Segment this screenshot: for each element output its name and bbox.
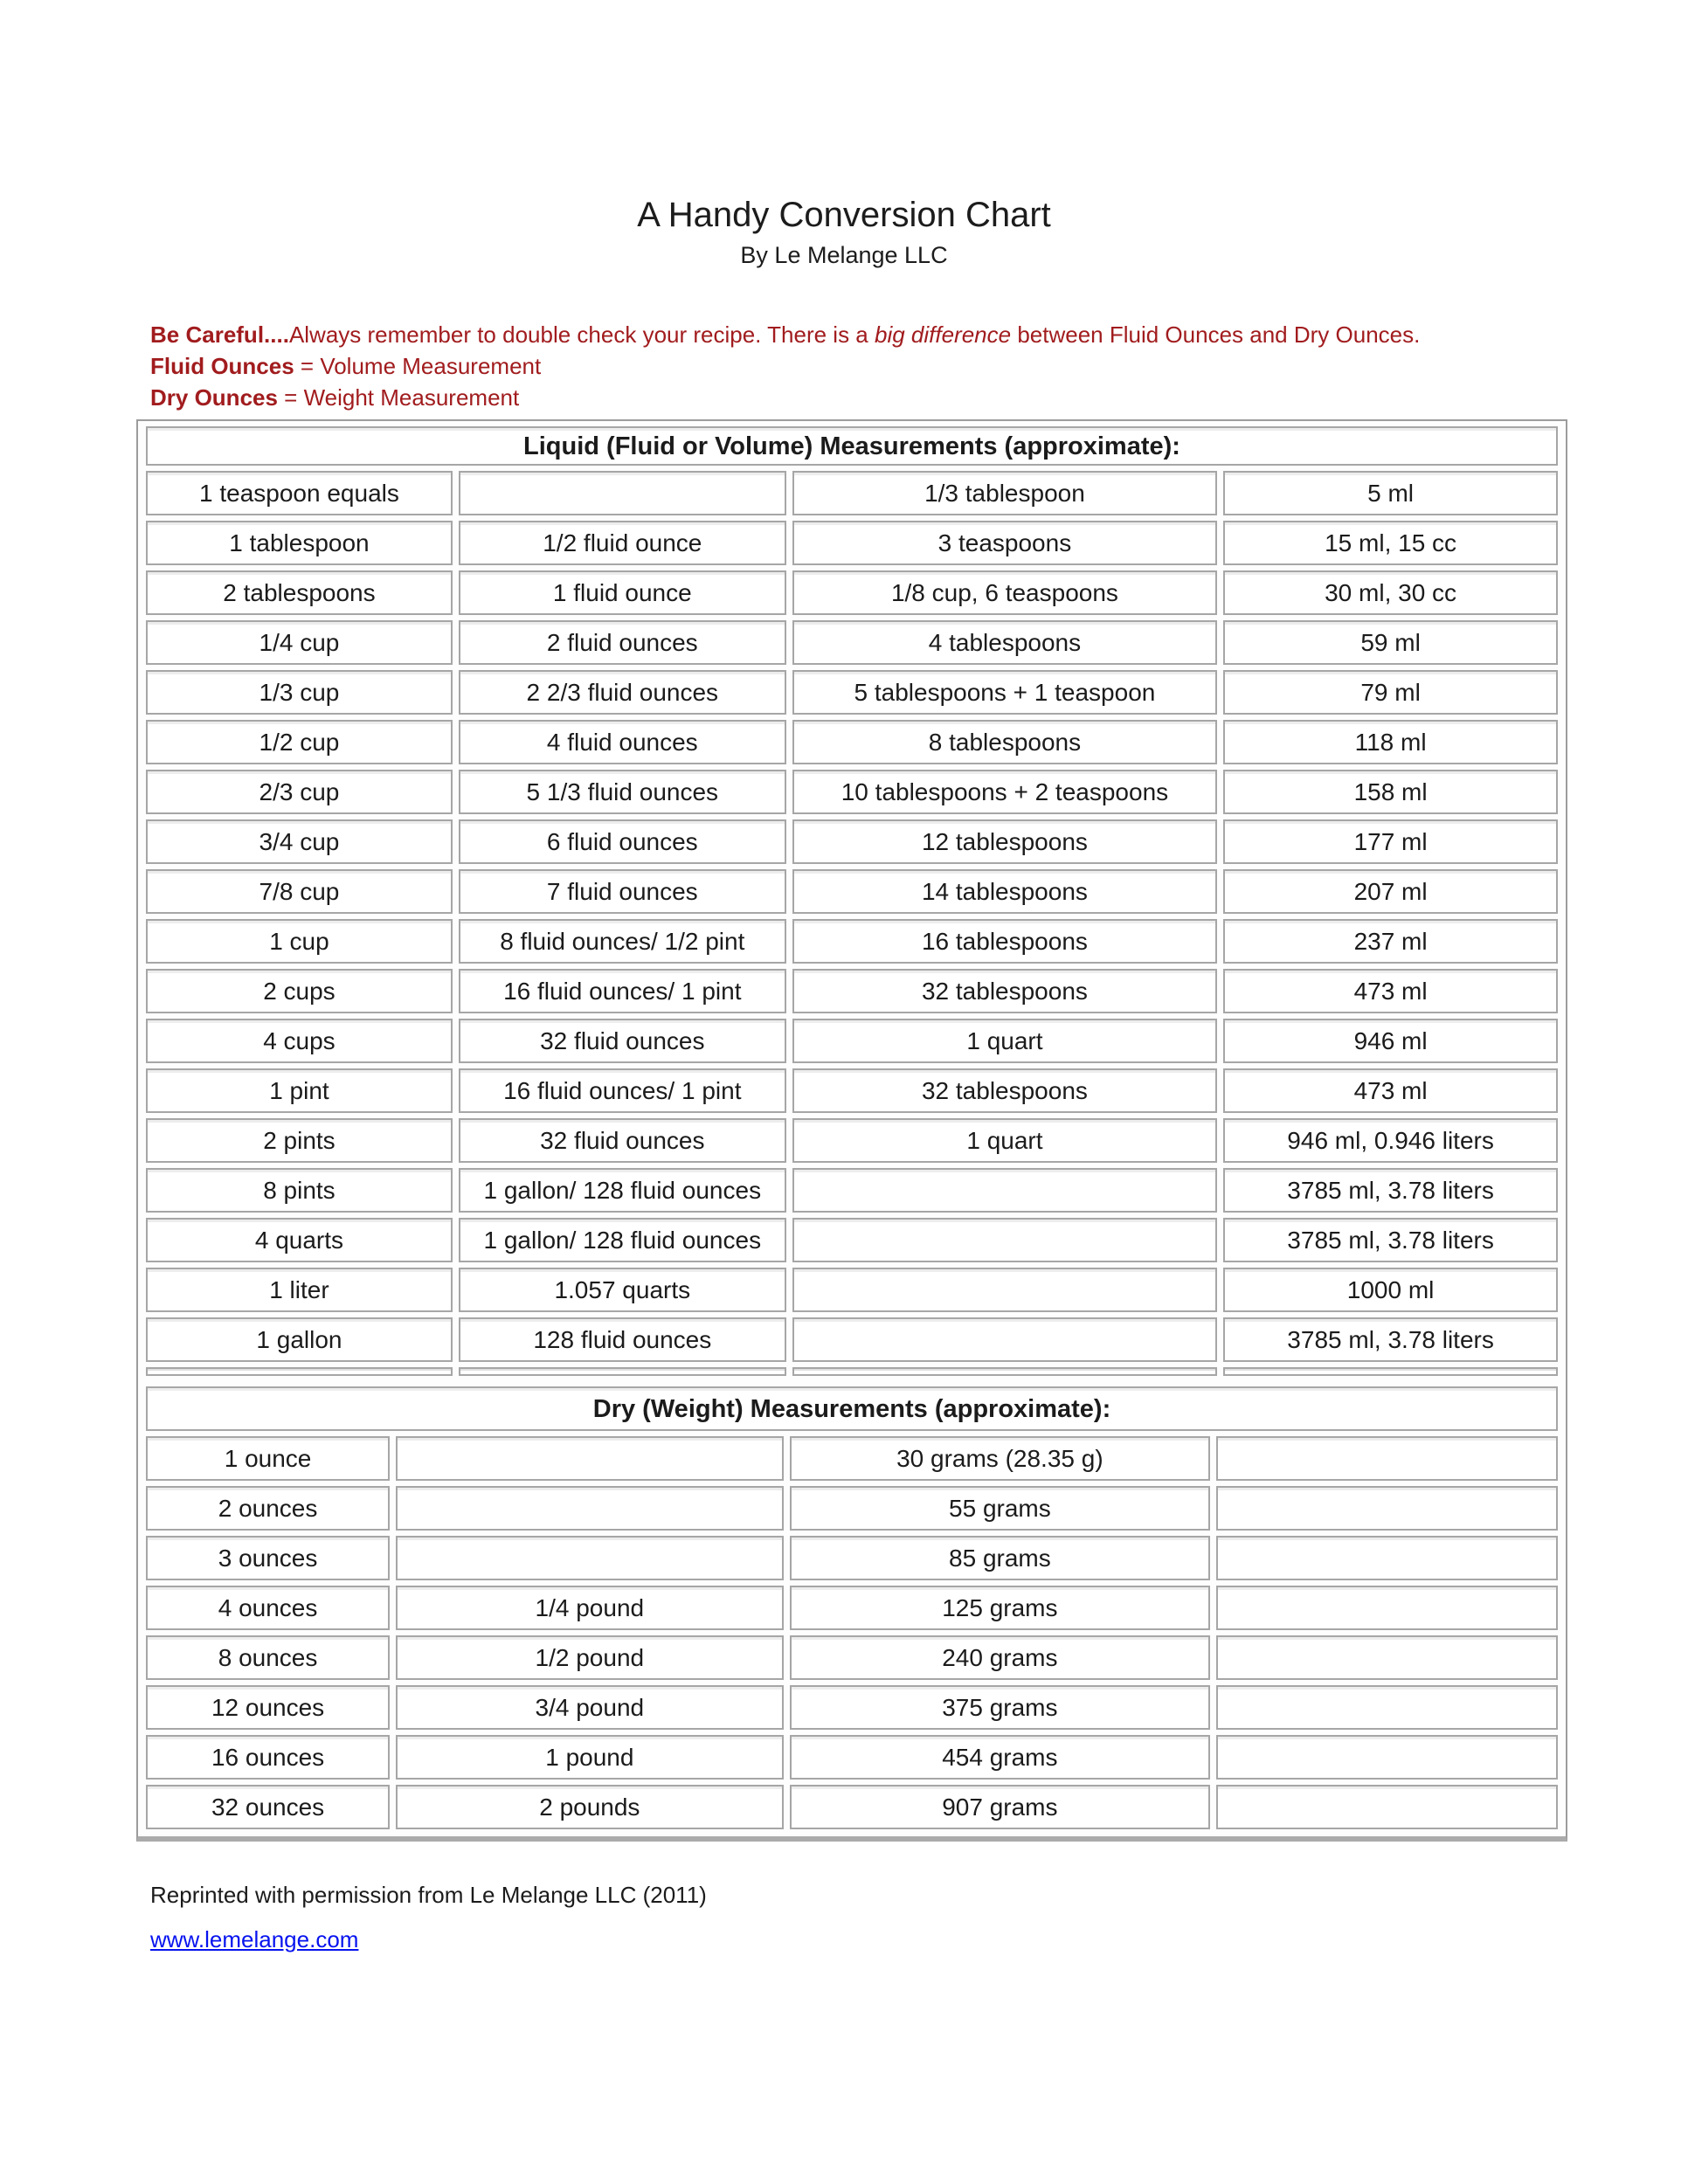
table-cell: 55 grams xyxy=(790,1486,1211,1531)
table-cell: 237 ml xyxy=(1223,919,1558,964)
page-subtitle: By Le Melange LLC xyxy=(740,242,948,268)
footer-link[interactable]: www.lemelange.com xyxy=(150,1926,359,1953)
table-cell: 1 cup xyxy=(146,919,453,964)
table-row xyxy=(146,1635,1558,1680)
table-cell xyxy=(396,1536,783,1580)
spacer-cell xyxy=(459,1367,786,1376)
table-cell: 3785 ml, 3.78 liters xyxy=(1223,1317,1558,1362)
spacer-cell xyxy=(1223,1367,1558,1376)
warning-line-fluid xyxy=(150,351,1583,383)
table-cell: 3785 ml, 3.78 liters xyxy=(1223,1168,1558,1213)
table-cell: 5 ml xyxy=(1223,471,1558,515)
table-cell: 1 gallon/ 128 fluid ounces xyxy=(459,1168,786,1213)
table-cell xyxy=(1216,1735,1558,1780)
table-cell: 946 ml xyxy=(1223,1019,1558,1063)
table-cell: 1.057 quarts xyxy=(459,1268,786,1312)
table-cell: 1 pound xyxy=(396,1735,783,1780)
table-cell: 207 ml xyxy=(1223,869,1558,914)
table-cell: 1/4 pound xyxy=(396,1586,783,1630)
spacer-row xyxy=(146,1367,1558,1376)
footer xyxy=(150,1880,707,1955)
table-cell: 3785 ml, 3.78 liters xyxy=(1223,1218,1558,1262)
table-row xyxy=(146,1118,1558,1163)
table-row xyxy=(146,1486,1558,1531)
table-cell: 1 gallon/ 128 fluid ounces xyxy=(459,1218,786,1262)
warning-block xyxy=(150,320,1583,414)
table-row xyxy=(146,919,1558,964)
table-cell: 125 grams xyxy=(790,1586,1211,1630)
table-cell xyxy=(1216,1536,1558,1580)
table-cell: 5 tablespoons + 1 teaspoon xyxy=(792,670,1217,715)
table-cell: 177 ml xyxy=(1223,819,1558,864)
table-row xyxy=(146,720,1558,764)
table-row xyxy=(146,1536,1558,1580)
table-cell: 10 tablespoons + 2 teaspoons xyxy=(792,770,1217,814)
footer-note: Reprinted with permission from Le Melange LLC (2011) xyxy=(150,1882,707,1908)
table-cell: 2 cups xyxy=(146,969,453,1013)
dry-table-header-row xyxy=(146,1386,1558,1431)
table-row xyxy=(146,521,1558,565)
table-cell xyxy=(1216,1436,1558,1481)
table-cell: 1 pint xyxy=(146,1068,453,1113)
table-cell: 1/3 tablespoon xyxy=(792,471,1217,515)
table-cell: 3/4 cup xyxy=(146,819,453,864)
warning-careful-italic: big difference xyxy=(874,321,1012,348)
table-cell: 2 pints xyxy=(146,1118,453,1163)
table-cell: 8 pints xyxy=(146,1168,453,1213)
table-cell: 1 tablespoon xyxy=(146,521,453,565)
table-cell: 2 pounds xyxy=(396,1785,783,1829)
table-cell: 8 fluid ounces/ 1/2 pint xyxy=(459,919,786,964)
table-row xyxy=(146,1685,1558,1730)
table-cell: 6 fluid ounces xyxy=(459,819,786,864)
table-cell: 32 ounces xyxy=(146,1785,390,1829)
liquid-table-header: Liquid (Fluid or Volume) Measurements (approximate): xyxy=(146,426,1558,466)
page-title: A Handy Conversion Chart xyxy=(637,196,1051,234)
table-cell: 4 tablespoons xyxy=(792,620,1217,665)
warning-dry-text: = Weight Measurement xyxy=(277,384,520,411)
warning-careful-bold: Be Careful.... xyxy=(150,321,289,348)
table-cell: 128 fluid ounces xyxy=(459,1317,786,1362)
table-cell: 3 teaspoons xyxy=(792,521,1217,565)
table-cell: 1 teaspoon equals xyxy=(146,471,453,515)
table-cell xyxy=(1216,1586,1558,1630)
liquid-measurements-table xyxy=(140,421,1564,1381)
table-row xyxy=(146,969,1558,1013)
table-cell: 1/2 fluid ounce xyxy=(459,521,786,565)
table-cell: 16 ounces xyxy=(146,1735,390,1780)
table-cell: 32 fluid ounces xyxy=(459,1118,786,1163)
table-row xyxy=(146,819,1558,864)
table-cell: 32 tablespoons xyxy=(792,969,1217,1013)
table-cell: 5 1/3 fluid ounces xyxy=(459,770,786,814)
table-cell: 946 ml, 0.946 liters xyxy=(1223,1118,1558,1163)
warning-careful-end: between Fluid Ounces and Dry Ounces. xyxy=(1011,321,1421,348)
table-cell: 8 tablespoons xyxy=(792,720,1217,764)
table-row xyxy=(146,1168,1558,1213)
table-cell: 2 fluid ounces xyxy=(459,620,786,665)
table-row xyxy=(146,1436,1558,1481)
table-cell: 30 grams (28.35 g) xyxy=(790,1436,1211,1481)
conversion-tables-frame xyxy=(136,419,1567,1842)
table-cell: 12 ounces xyxy=(146,1685,390,1730)
table-cell: 79 ml xyxy=(1223,670,1558,715)
table-row xyxy=(146,869,1558,914)
table-row xyxy=(146,1317,1558,1362)
table-cell: 12 tablespoons xyxy=(792,819,1217,864)
table-cell: 118 ml xyxy=(1223,720,1558,764)
table-cell: 3 ounces xyxy=(146,1536,390,1580)
table-row xyxy=(146,570,1558,615)
table-cell: 30 ml, 30 cc xyxy=(1223,570,1558,615)
dry-measurements-table xyxy=(140,1381,1564,1835)
table-cell: 2 tablespoons xyxy=(146,570,453,615)
table-cell: 1 gallon xyxy=(146,1317,453,1362)
table-cell: 7 fluid ounces xyxy=(459,869,786,914)
table-cell: 1 liter xyxy=(146,1268,453,1312)
table-cell: 14 tablespoons xyxy=(792,869,1217,914)
table-cell: 1 ounce xyxy=(146,1436,390,1481)
table-cell: 2 2/3 fluid ounces xyxy=(459,670,786,715)
table-row xyxy=(146,1586,1558,1630)
table-cell: 907 grams xyxy=(790,1785,1211,1829)
table-cell: 4 fluid ounces xyxy=(459,720,786,764)
table-row xyxy=(146,670,1558,715)
table-cell: 1/3 cup xyxy=(146,670,453,715)
table-cell xyxy=(792,1317,1217,1362)
table-cell xyxy=(396,1436,783,1481)
warning-fluid-text: = Volume Measurement xyxy=(294,352,542,379)
table-cell xyxy=(792,1218,1217,1262)
table-row xyxy=(146,1785,1558,1829)
warning-dry-bold: Dry Ounces xyxy=(150,384,278,411)
table-cell: 1/4 cup xyxy=(146,620,453,665)
table-cell: 4 ounces xyxy=(146,1586,390,1630)
table-cell: 2/3 cup xyxy=(146,770,453,814)
table-cell: 32 fluid ounces xyxy=(459,1019,786,1063)
table-cell: 158 ml xyxy=(1223,770,1558,814)
table-cell: 4 quarts xyxy=(146,1218,453,1262)
table-cell: 1000 ml xyxy=(1223,1268,1558,1312)
table-cell: 454 grams xyxy=(790,1735,1211,1780)
table-cell: 473 ml xyxy=(1223,1068,1558,1113)
table-row xyxy=(146,1068,1558,1113)
table-row xyxy=(146,1268,1558,1312)
table-cell: 8 ounces xyxy=(146,1635,390,1680)
table-cell xyxy=(396,1486,783,1531)
table-cell xyxy=(1216,1635,1558,1680)
table-row xyxy=(146,1019,1558,1063)
spacer-cell xyxy=(792,1367,1217,1376)
liquid-table-header-row xyxy=(146,426,1558,466)
table-cell: 375 grams xyxy=(790,1685,1211,1730)
table-cell: 85 grams xyxy=(790,1536,1211,1580)
table-cell: 59 ml xyxy=(1223,620,1558,665)
table-cell: 1 quart xyxy=(792,1118,1217,1163)
warning-line-dry xyxy=(150,383,1583,414)
table-cell: 16 tablespoons xyxy=(792,919,1217,964)
table-cell: 1 quart xyxy=(792,1019,1217,1063)
table-cell: 2 ounces xyxy=(146,1486,390,1531)
table-cell xyxy=(792,1168,1217,1213)
table-cell: 240 grams xyxy=(790,1635,1211,1680)
table-row xyxy=(146,620,1558,665)
table-cell: 7/8 cup xyxy=(146,869,453,914)
table-row xyxy=(146,770,1558,814)
table-cell xyxy=(792,1268,1217,1312)
table-cell: 1/2 cup xyxy=(146,720,453,764)
table-row xyxy=(146,1735,1558,1780)
dry-table-header: Dry (Weight) Measurements (approximate): xyxy=(146,1386,1558,1431)
table-cell xyxy=(1216,1685,1558,1730)
table-cell: 15 ml, 15 cc xyxy=(1223,521,1558,565)
warning-line-careful xyxy=(150,320,1583,351)
table-cell xyxy=(1216,1785,1558,1829)
table-cell: 1 fluid ounce xyxy=(459,570,786,615)
table-row xyxy=(146,471,1558,515)
warning-careful-text: Always remember to double check your recipe. There is a xyxy=(288,321,875,348)
warning-fluid-bold: Fluid Ounces xyxy=(150,352,294,379)
table-cell: 473 ml xyxy=(1223,969,1558,1013)
table-row xyxy=(146,1218,1558,1262)
table-cell: 16 fluid ounces/ 1 pint xyxy=(459,1068,786,1113)
table-cell xyxy=(459,471,786,515)
table-cell: 16 fluid ounces/ 1 pint xyxy=(459,969,786,1013)
table-cell: 32 tablespoons xyxy=(792,1068,1217,1113)
table-cell: 1/8 cup, 6 teaspoons xyxy=(792,570,1217,615)
table-cell: 3/4 pound xyxy=(396,1685,783,1730)
table-cell xyxy=(1216,1486,1558,1531)
table-cell: 1/2 pound xyxy=(396,1635,783,1680)
table-cell: 4 cups xyxy=(146,1019,453,1063)
spacer-cell xyxy=(146,1367,453,1376)
